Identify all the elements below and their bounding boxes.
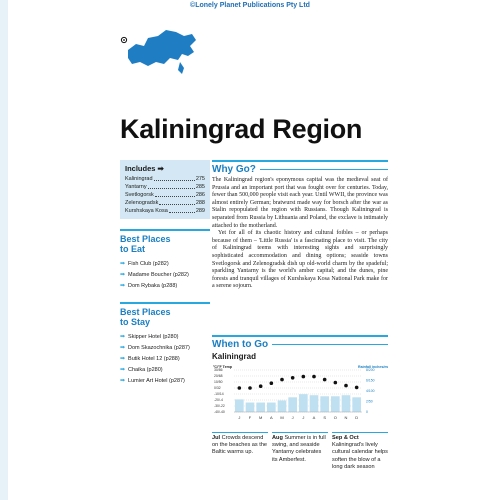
temperature-point [270,381,274,385]
when-to-go-heading: When to Go [212,339,269,350]
best-eat-heading-line1: Best Places [120,234,171,244]
stay-item-label: Lumier Art Hotel (p287) [128,378,185,384]
includes-box [120,160,210,219]
rainfall-bar [331,396,340,412]
rainfall-bar [288,397,297,412]
season-note [272,432,328,471]
leader-dots [169,207,195,213]
season-month: Sep & Oct [332,435,359,441]
why-go-heading: Why Go? [212,164,256,175]
stay-item-label: Butik Hotel 12 (p288) [128,356,180,362]
month-tick-label: J [238,415,241,420]
season-month: Aug [272,435,283,441]
month-tick-label: A [312,415,316,420]
includes-item-name: Kurshskaya Kosa [125,208,168,214]
eat-item-label: Fish Club (p282) [128,261,169,267]
includes-item[interactable] [125,199,205,207]
eat-list-item[interactable] [120,281,210,292]
rainfall-bar [342,395,351,412]
when-to-go-section [212,335,388,427]
stay-item-label: Dom Skazochnika (p287) [128,345,190,351]
month-tick-label: N [344,415,348,420]
temperature-point [323,378,327,382]
stay-item-label: Chaika (p280) [128,367,163,373]
stay-list-item[interactable] [120,354,210,365]
includes-item-page: 288 [195,200,205,206]
rainfall-bar [299,394,308,412]
rainfall-bar [320,396,329,412]
season-note [212,432,268,471]
month-tick-label: J [291,415,294,420]
includes-item-page: 289 [195,208,205,214]
includes-item[interactable] [125,183,205,191]
arrow-bullet-icon: ➡ [120,272,126,278]
russia-locator-map [118,26,198,88]
includes-item-page: 285 [195,184,205,190]
arrow-bullet-icon: ➡ [120,283,126,289]
includes-item-name: Svetlogorsk [125,192,154,198]
season-text: Crowds descend on the beaches as the Baltic warms up. [212,435,268,456]
leader-dots [148,183,195,189]
climate-city-name: Kaliningrad [212,352,257,361]
month-tick-label: O [333,415,337,420]
why-go-text [212,177,388,291]
arrow-bullet-icon: ➡ [120,345,126,351]
rainfall-bar [235,399,244,412]
eat-list-item[interactable] [120,259,210,270]
temperature-point [312,375,316,379]
rainfall-bar [256,403,265,412]
arrow-bullet-icon: ➡ [120,334,126,340]
eat-item-label: Madame Boucher (p282) [128,272,189,278]
arrow-bullet-icon: ➡ [120,378,126,384]
leader-dots [155,191,195,197]
temperature-point [259,384,263,388]
includes-item-name: Yantarny [125,184,147,190]
temperature-point [238,386,242,390]
rain-tick-label: 8/200 [366,368,375,373]
temp-tick-label: 0/32 [214,386,221,391]
section-rule [260,169,388,170]
when-to-go-header [212,335,388,350]
rain-tick-label: 4/100 [366,389,375,394]
best-stay-heading-line1: Best Places [120,307,171,317]
temp-tick-label: 30/86 [214,368,223,373]
sidebar [120,160,210,387]
seasons-row [212,432,388,471]
temp-tick-label: 10/50 [214,380,223,385]
includes-item-name: Zelenogradsk [125,200,159,206]
stay-list-item[interactable] [120,376,210,387]
month-tick-label: M [280,415,284,420]
arrow-bullet-icon: ➡ [120,367,126,373]
includes-item-name: Kaliningrad [125,176,153,182]
page-title: Kaliningrad Region [120,114,363,144]
temperature-point [280,378,284,382]
temperature-point [334,381,338,385]
temp-tick-label: -10/14 [214,392,224,397]
month-tick-label: A [269,415,273,420]
rain-tick-label: 2/50 [366,399,373,404]
why-go-paragraph-2: Yet for all of its chaotic history and cultural foibles – or perhaps because of them – 'Little Russia' is a fascinating place to visit. The city of Kaliningrad teems with interesting sights and surprisingly sophisticated accommodation and dining options; seaside towns Svetlogorsk and Zelenogradsk dish up old-world charm by the spadeful; sparkling Yantarny is the world's amber capital; and the dunes, pine forests and tranquil villages of Kurshskaya Kosa National Park make for a serene sojourn. [212,230,388,290]
page-edge-band [0,0,8,500]
temperature-point [355,386,359,390]
eat-list-item[interactable] [120,270,210,281]
includes-item[interactable] [125,207,205,215]
month-tick-label: F [248,415,252,420]
temperature-point [248,386,252,390]
stay-list-item[interactable] [120,332,210,343]
season-text: Kaliningrad's lively cultural calendar helps soften the blow of a long dark season [332,442,388,470]
temp-tick-label: -30/-22 [214,404,225,409]
temperature-point [302,375,306,379]
rain-axis-label: Rainfall inches/mm [358,365,388,369]
why-go-header [212,160,388,175]
section-rule [272,344,388,345]
why-go-paragraph-1: The Kaliningrad region's eponymous capital was the medieval seat of Prussia and an important port that was fought over for centuries. Today, fewer than 500,000 people visit each year. Until WWII, the province was almost entirely German; bratwurst made way for borsch after the war as Stalin repopulated the region with Russians. Though Kaliningrad is separated from Russia by Lithuania and Poland, the exclave is intimately attached to the motherland. [212,177,388,229]
best-stay-section [120,302,210,387]
copyright-notice: ©Lonely Planet Publications Pty Ltd [190,2,310,9]
includes-item-page: 275 [195,176,205,182]
season-month: Jul [212,435,221,441]
temperature-point [344,384,348,388]
arrow-bullet-icon: ➡ [120,261,126,267]
rain-tick-label: 6/150 [366,378,375,383]
temp-axis-label: °C/°F Temp [213,365,232,369]
season-text: Summer is in full swing, and seaside Yantarny celebrates its Amberfest. [272,435,326,463]
best-stay-heading-line2: to Stay [120,317,151,327]
includes-item[interactable] [125,191,205,199]
leader-dots [159,199,194,205]
stay-list-item[interactable] [120,365,210,376]
rainfall-bar [267,403,276,412]
month-tick-label: J [302,415,305,420]
month-tick-label: M [258,415,263,420]
rainfall-bar [352,397,361,412]
best-eat-heading-line2: to Eat [120,244,146,254]
main-column [212,160,388,291]
rain-tick-label: 0 [366,410,368,415]
leader-dots [154,175,195,181]
stay-list-item[interactable] [120,343,210,354]
month-tick-label: D [355,415,359,420]
includes-heading: Includes ➡ [125,164,164,173]
rainfall-bar [310,395,319,412]
rainfall-bar [278,400,287,412]
stay-item-label: Skipper Hotel (p280) [128,334,179,340]
includes-item-page: 286 [195,192,205,198]
best-eat-section [120,229,210,292]
temperature-point [291,376,295,380]
arrow-bullet-icon: ➡ [120,356,126,362]
best-stay-heading [120,307,210,327]
temp-tick-label: 20/68 [214,374,223,379]
temp-tick-label: -20/-4 [214,398,223,403]
includes-item[interactable] [125,175,205,183]
rainfall-bar [246,403,255,412]
month-tick-label: S [323,415,327,420]
temp-tick-label: -40/-40 [214,410,225,415]
eat-item-label: Dom Rybaka (p288) [128,283,178,289]
season-note [332,432,388,471]
climate-chart [212,362,388,422]
best-eat-heading [120,234,210,254]
